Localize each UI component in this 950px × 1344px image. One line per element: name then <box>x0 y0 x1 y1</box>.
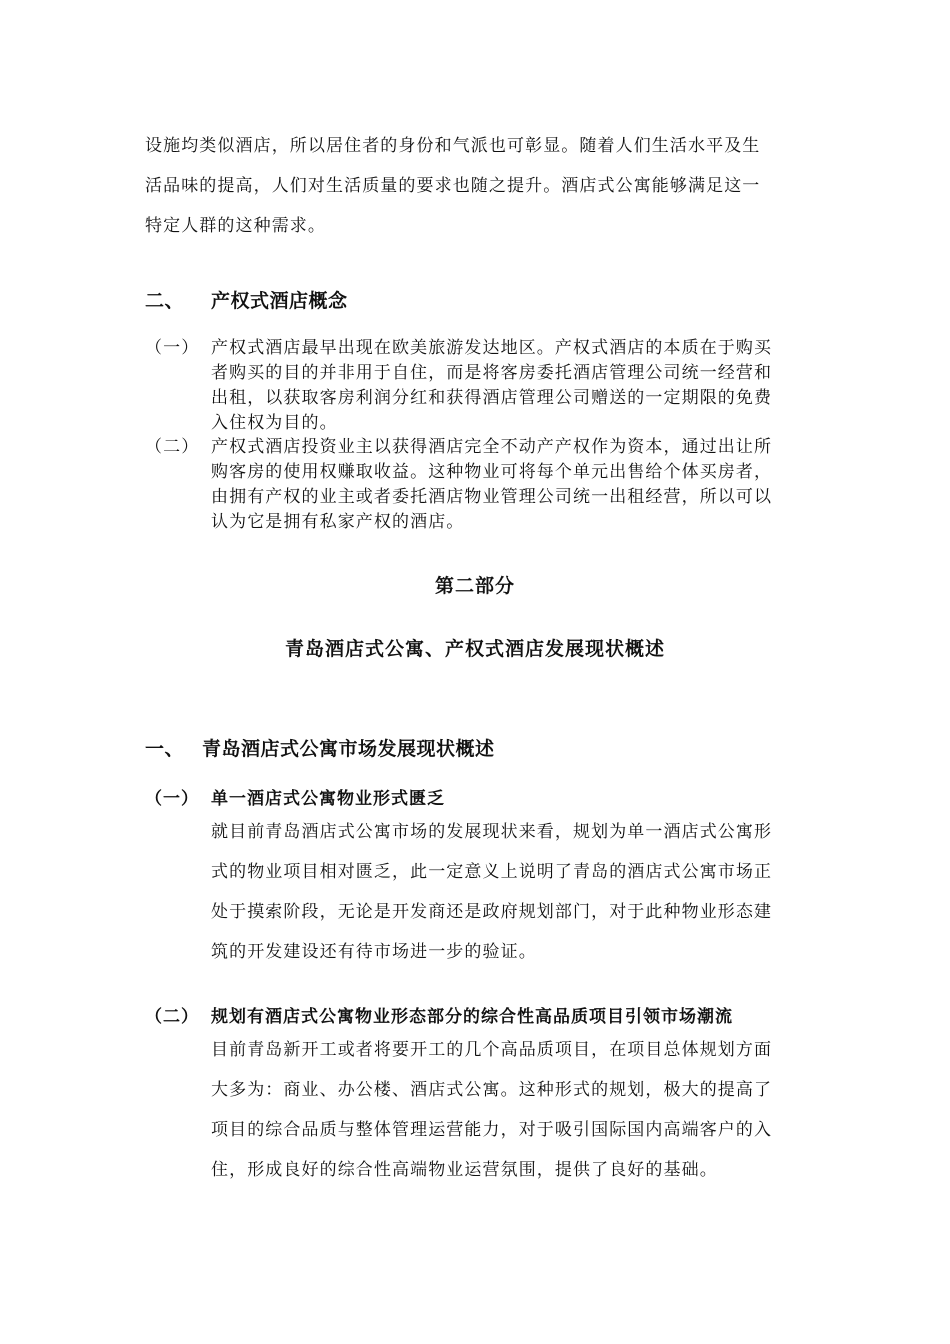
subsection-label: （一） <box>145 789 199 809</box>
item-line: 产权式酒店投资业主以获得酒店完全不动产产权作为资本，通过出让所 <box>211 437 773 457</box>
subsection-title: 单一酒店式公寓物业形式匮乏 <box>211 789 445 809</box>
body-line: 式的物业项目相对匮乏，此一定意义上说明了青岛的酒店式公寓市场正 <box>211 862 773 882</box>
intro-paragraph <box>145 126 760 246</box>
subsection-heading <box>145 784 445 809</box>
item-label: （一） <box>145 338 200 358</box>
section-heading <box>145 734 495 761</box>
item-line: 者购买的目的并非用于自住，而是将客房委托酒店管理公司统一经营和 <box>211 363 773 383</box>
subsection-label: （二） <box>145 1007 199 1027</box>
body-line: 筑的开发建设还有待市场进一步的验证。 <box>211 942 537 962</box>
item-line: 出租，以获取客房利润分红和获得酒店管理公司赠送的一定期限的免费 <box>211 388 773 408</box>
subsection-title: 规划有酒店式公寓物业形态部分的综合性高品质项目引领市场潮流 <box>211 1007 733 1027</box>
item-line: 入住权为目的。 <box>211 413 338 433</box>
item-line: 产权式酒店最早出现在欧美旅游发达地区。产权式酒店的本质在于购买 <box>211 338 773 358</box>
intro-line: 设施均类似酒店，所以居住者的身份和气派也可彰显。随着人们生活水平及生 <box>145 136 761 156</box>
part-title: 第二部分 <box>434 575 515 597</box>
section-number: 一、 <box>145 738 185 760</box>
subsection-body <box>211 1030 772 1190</box>
intro-line: 特定人群的这种需求。 <box>145 216 326 236</box>
body-line: 大多为：商业、办公楼、酒店式公寓。这种形式的规划，极大的提高了 <box>211 1080 773 1100</box>
item-line: 认为它是拥有私家产权的酒店。 <box>211 512 465 532</box>
subsection-body <box>211 812 772 972</box>
section-heading <box>145 286 348 313</box>
item-label: （二） <box>145 437 200 457</box>
part-subtitle: 青岛酒店式公寓、产权式酒店发展现状概述 <box>284 638 665 660</box>
body-line: 目前青岛新开工或者将要开工的几个高品质项目，在项目总体规划方面 <box>211 1040 773 1060</box>
intro-line: 活品味的提高，人们对生活质量的要求也随之提升。酒店式公寓能够满足这一 <box>145 176 761 196</box>
body-line: 项目的综合品质与整体管理运营能力，对于吸引国际国内高端客户的入 <box>211 1120 773 1140</box>
body-line: 处于摸索阶段，无论是开发商还是政府规划部门，对于此种物业形态建 <box>211 902 773 922</box>
item-body <box>211 336 772 436</box>
item-line: 购客房的使用权赚取收益。这种物业可将每个单元出售给个体买房者， <box>211 462 773 482</box>
section-title: 产权式酒店概念 <box>211 290 348 312</box>
section-title: 青岛酒店式公寓市场发展现状概述 <box>202 738 495 760</box>
section-number: 二、 <box>145 290 185 312</box>
item-body <box>211 435 772 535</box>
subsection-heading <box>145 1002 733 1027</box>
body-line: 就目前青岛酒店式公寓市场的发展现状来看，规划为单一酒店式公寓形 <box>211 822 773 842</box>
item-line: 由拥有产权的业主或者委托酒店物业管理公司统一出租经营，所以可以 <box>211 487 773 507</box>
body-line: 住，形成良好的综合性高端物业运营氛围，提供了良好的基础。 <box>211 1160 718 1180</box>
